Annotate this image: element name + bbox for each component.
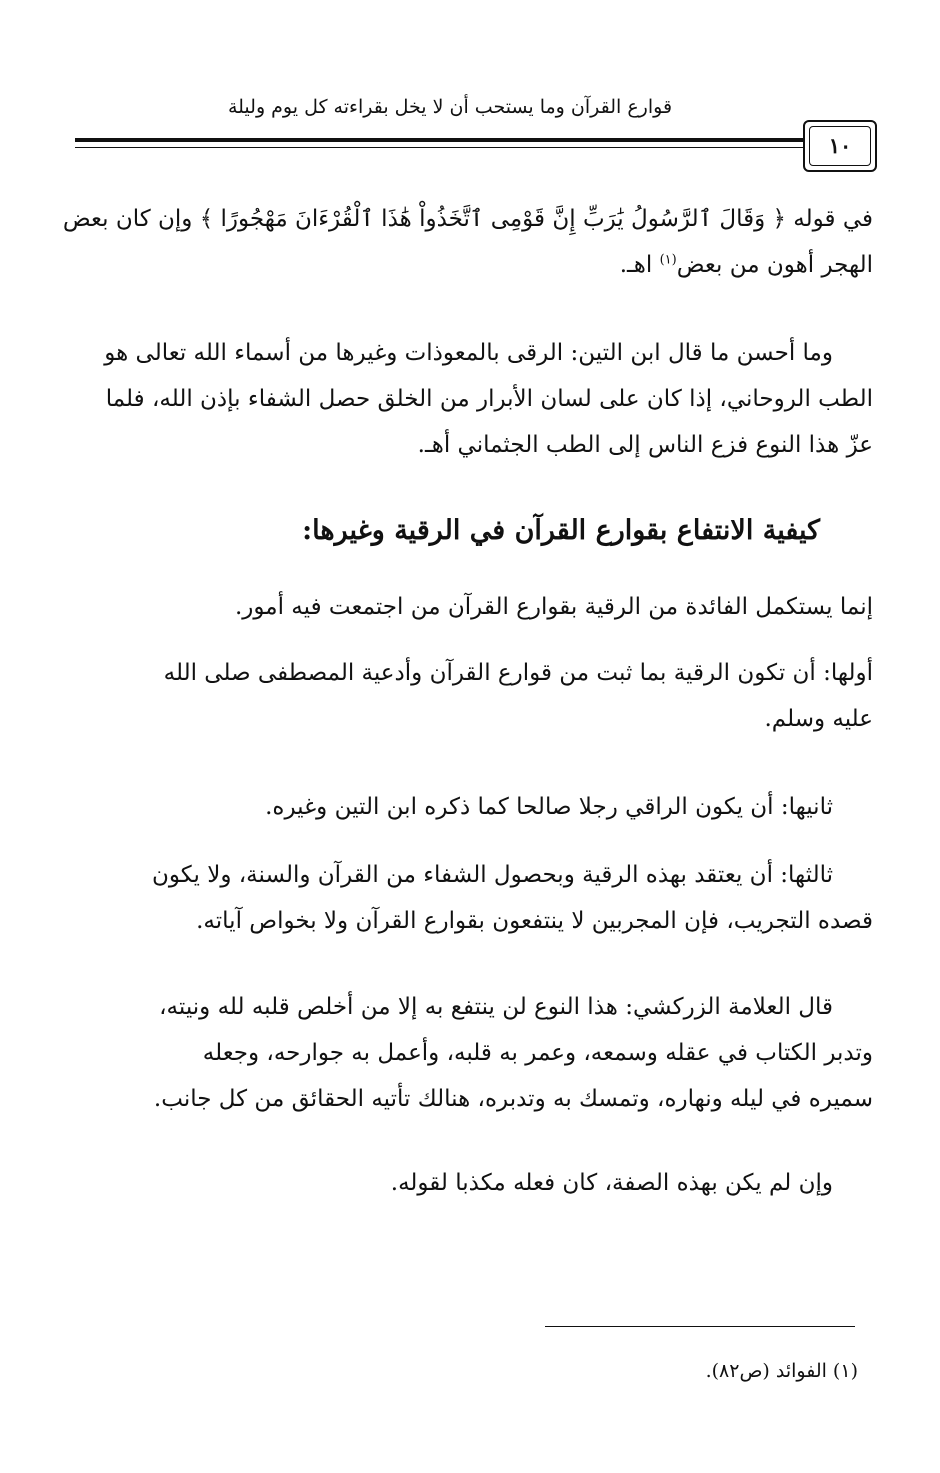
paragraph-line: قال العلامة الزركشي: هذا النوع لن ينتفع به إلا من أخلص قلبه لله ونيته، [159,994,833,1020]
paragraph-line: وتدبر الكتاب في عقله وسمعه، وعمر به قلبه، وأعمل به جوارحه، وجعله [202,1040,873,1066]
page-number: ١٠ [828,133,852,158]
paragraph-third-condition [78,852,873,944]
paragraph-second-condition [78,784,873,830]
paragraph-zarkashi-quote [78,984,873,1122]
page-number-frame [803,120,877,172]
paragraph-line: ثالثها: أن يعتقد بهذه الرقية وبحصول الشفاء من القرآن والسنة، ولا يكون [152,862,833,888]
paragraph-line [78,242,873,288]
running-header-title: قوارع القرآن وما يستحب أن لا يخل بقراءته كل يوم وليلة [227,96,673,118]
paragraph-line: قصده التجريب، فإن المجربين لا ينتفعون بقوارع القرآن ولا بخواص آياته. [196,908,873,934]
paragraph-line: وما أحسن ما قال ابن التين: الرقى بالمعوذات وغيرها من أسماء الله تعالى هو [104,340,833,366]
paragraph-line: ثانيها: أن يكون الراقي رجلا صالحا كما ذكره ابن التين وغيره. [265,794,833,820]
footnote-reference: (١) [659,252,677,268]
paragraph-line: إنما يستكمل الفائدة من الرقية بقوارع القرآن من اجتمعت فيه أمور. [234,594,873,620]
paragraph-line [62,196,873,242]
paragraph-first-condition [78,650,873,742]
paragraph-line: الطب الروحاني، إذا كان على لسان الأبرار من الخلق حصل الشفاء بإذن الله، فلما [105,386,873,412]
paragraph-line: سميره في ليله ونهاره، وتمسك به وتدبره، هنالك تأتيه الحقائق من كل جانب. [153,1086,873,1112]
footnote: (١) الفوائد (ص٨٢). [705,1360,858,1382]
paragraph-line: عليه وسلم. [764,706,873,732]
text-segment: اهـ. [619,252,653,278]
text-segment: الهجر أهون من بعض [676,252,873,278]
text-segment: في قوله [793,206,873,232]
paragraph-intro [78,584,873,630]
paragraph-closing [78,1160,873,1206]
paragraph-line: عزّ هذا النوع فزع الناس إلى الطب الجثماني أهـ. [417,432,873,458]
section-heading: كيفية الانتفاع بقوارع القرآن في الرقية وغيرها: [302,515,820,546]
header-rule-thin [75,147,803,148]
paragraph-line: أولها: أن تكون الرقية بما ثبت من قوارع القرآن وأدعية المصطفى صلى الله [163,660,873,686]
quran-verse: ﴿ وَقَالَ ٱلرَّسُولُ يَٰرَبِّ إِنَّ قَوْمِى ٱتَّخَذُواْ هَٰذَا ٱلْقُرْءَانَ مَهْجُورًا ﴾ [199,206,786,232]
paragraph-quran-citation [62,196,873,288]
header-rule-thick [75,138,803,142]
paragraph-ibn-al-tin [78,330,873,468]
text-segment: وإن كان بعض [62,206,193,232]
footnote-separator [545,1326,855,1327]
paragraph-line: وإن لم يكن بهذه الصفة، كان فعله مكذبا لقوله. [390,1170,833,1196]
